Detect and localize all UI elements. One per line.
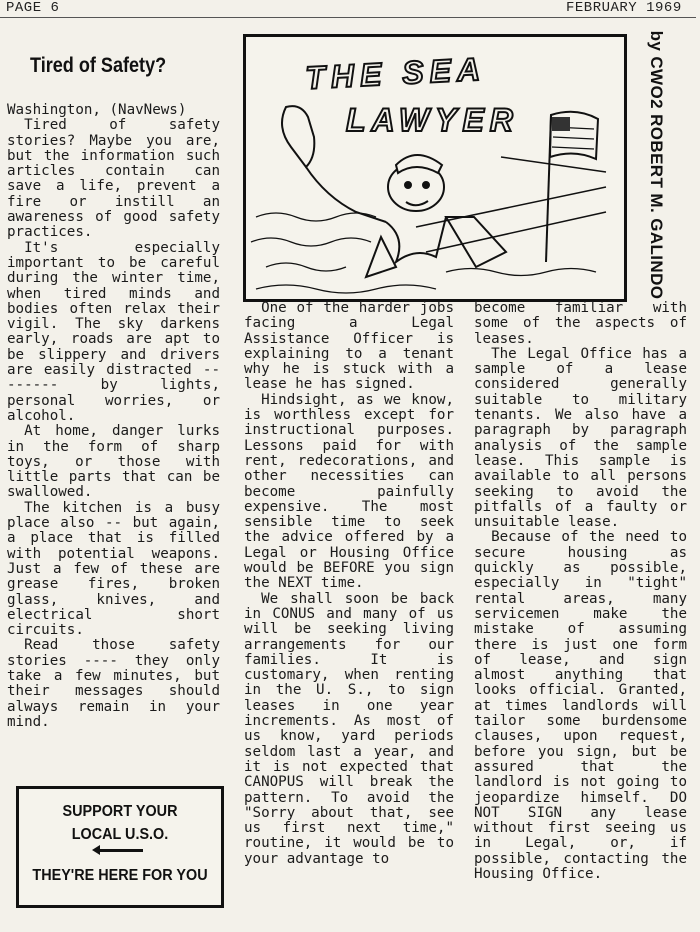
article-paragraph: Tired of safety stories? Maybe you are, but the information such articles contain can save a life, prevent a fire or instill an awareness of good safety practices. [7,117,220,241]
lease-article-column-1 [244,301,454,867]
article-title: Tired of Safety? [30,54,167,77]
uso-line-3: THEY'RE HERE FOR YOU [32,867,208,884]
article-paragraph: Read those safety stories ---- they only take a few minutes, but their messages should always remain in your mind. [7,637,220,730]
arrow-divider [99,849,143,852]
article-paragraph: It's especially important to be careful during the winter time, when tired minds and bodies often relax their vigil. The sky darkens early, roads are apt to be slippery and drivers are easily distracted -------- by lights, personal worries, or alcohol. [7,239,220,424]
uso-ad-box [16,786,224,908]
article-paragraph: Hindsight, as we know, is worthless except for instructional purposes. Lessons paid for with rent, redecorations, and other necessities can become painfully expensive. The most sensible time to seek the advice offered by a Legal or Housing Office would be BEFORE you sign the NEXT time. [244,391,454,592]
article-paragraph: One of the harder jobs facing a Legal Assistance Officer is explaining to a tenant why he is stuck with a lease he has signed. [244,300,454,393]
cartoon-illustration [246,37,624,299]
sea-lawyer-cartoon [243,34,627,302]
dateline: Washington, (NavNews) [7,102,187,118]
uso-line-2: LOCAL U.S.O. [71,826,169,843]
article-paragraph: The Legal Office has a sample of a lease considered generally suitable to military tenants. We also have a paragraph by paragraph analysis of the sample lease. This sample is available to all persons seeking to avoid the pitfalls of a faulty or unsuitable lease. [474,345,687,531]
cartoon-title-line1: THE SEA [304,50,487,96]
ship-lines [416,157,606,252]
issue-date: FEBRUARY 1969 [566,0,682,16]
article-paragraph: The kitchen is a busy place also -- but again, a place that is filled with potential weapons. Just a few of these are grease fires, broken glass, knives, and electrical short circuits. [7,499,220,639]
safety-article [7,103,220,730]
article-paragraph: We shall soon be back in CONUS and many of us will be seeking living arrangements for our families. It is customary, when renting in the U. S., to sign leases in one year increments. As most of us know, yard periods seldom last a year, and it is not expected that CANOPUS will break the pattern. To avoid the "Sorry about that, see us first next time," routine, it would be to your advantage to [244,590,454,867]
byline [621,30,691,300]
lease-article-column-2 [474,301,687,882]
byline-text: by CWO2 ROBERT M. GALINDO [647,30,666,300]
header-rule [0,17,696,18]
flag-icon [546,112,598,262]
page-number: PAGE 6 [6,0,60,16]
uso-line-1: SUPPORT YOUR [62,803,178,820]
article-paragraph: Because of the need to secure housing as quickly as possible, especially in "tight" rental areas, many servicemen make the mistake of assuming there is just one form of lease, and sign almost anything that looks official. Granted, at times landlords will tailor some burdensome clauses, upon request, before you sign, but be assured that the landlord is not going to jeopardize himself. DO NOT SIGN any lease without first seeing us in Legal, or, if possible, contacting the Housing Office. [474,529,687,882]
article-paragraph: At home, danger lurks in the form of sharp toys, or those with little parts that can be swallowed. [7,423,220,501]
article-paragraph: become familiar with some of the aspects of leases. [474,300,687,347]
cartoon-title-line2: LAWYER [346,102,519,138]
